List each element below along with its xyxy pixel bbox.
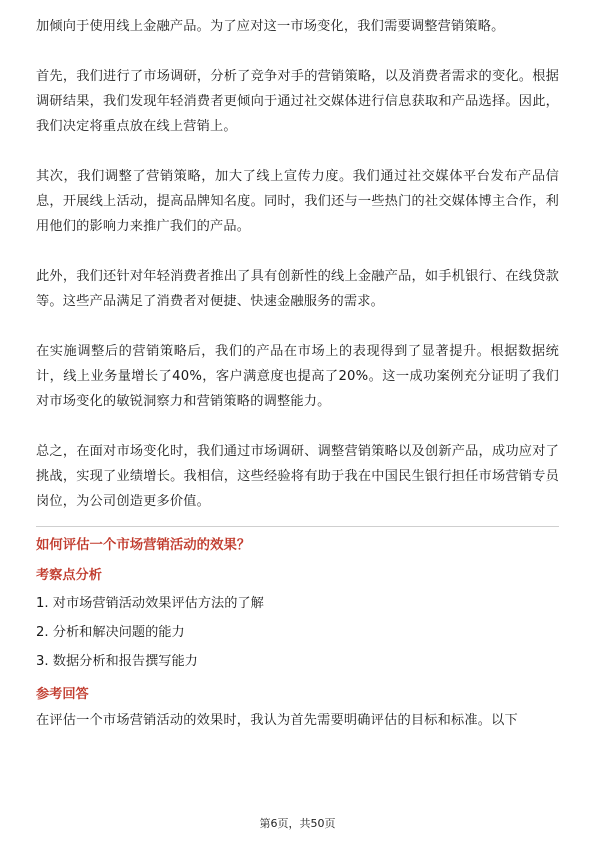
answer-heading: 参考回答 bbox=[36, 687, 89, 702]
analysis-heading: 考察点分析 bbox=[36, 568, 102, 583]
page-content bbox=[36, 14, 559, 733]
body-paragraph-4: 此外，我们还针对年轻消费者推出了具有创新性的线上金融产品，如手机银行、在线贷款等。这些产品满足了消费者对便捷、快速金融服务的需求。 bbox=[36, 269, 559, 309]
analysis-item-2: 2. 分析和解决问题的能力 bbox=[36, 625, 185, 640]
section-divider bbox=[36, 526, 559, 527]
page-number: 第6页，共50页 bbox=[259, 817, 336, 830]
answer-text: 在评估一个市场营销活动的效果时，我认为首先需要明确评估的目标和标准。以下 bbox=[36, 713, 518, 728]
body-paragraph-3: 其次，我们调整了营销策略，加大了线上宣传力度。我们通过社交媒体平台发布产品信息，开展线上活动，提高品牌知名度。同时，我们还与一些热门的社交媒体博主合作，利用他们的影响力来推广我们的产品。 bbox=[36, 169, 559, 234]
body-paragraph-6: 总之，在面对市场变化时，我们通过市场调研、调整营销策略以及创新产品，成功应对了挑战，实现了业绩增长。我相信，这些经验将有助于我在中国民生银行担任市场营销专员岗位，为公司创造更多价值。 bbox=[36, 444, 559, 509]
body-paragraph-1: 加倾向于使用线上金融产品。为了应对这一市场变化，我们需要调整营销策略。 bbox=[36, 19, 505, 34]
analysis-item-1: 1. 对市场营销活动效果评估方法的了解 bbox=[36, 596, 264, 611]
body-paragraph-5: 在实施调整后的营销策略后，我们的产品在市场上的表现得到了显著提升。根据数据统计，线上业务量增长了40%，客户满意度也提高了20%。这一成功案例充分证明了我们对市场变化的敏锐洞察力和营销策略的调整能力。 bbox=[36, 344, 559, 409]
analysis-list bbox=[36, 591, 559, 674]
body-paragraph-2: 首先，我们进行了市场调研，分析了竞争对手的营销策略，以及消费者需求的变化。根据调研结果，我们发现年轻消费者更倾向于通过社交媒体进行信息获取和产品选择。因此，我们决定将重点放在线上营销上。 bbox=[36, 69, 559, 134]
question-title: 如何评估一个市场营销活动的效果？ bbox=[36, 538, 251, 553]
analysis-item-3: 3. 数据分析和报告撰写能力 bbox=[36, 654, 198, 669]
